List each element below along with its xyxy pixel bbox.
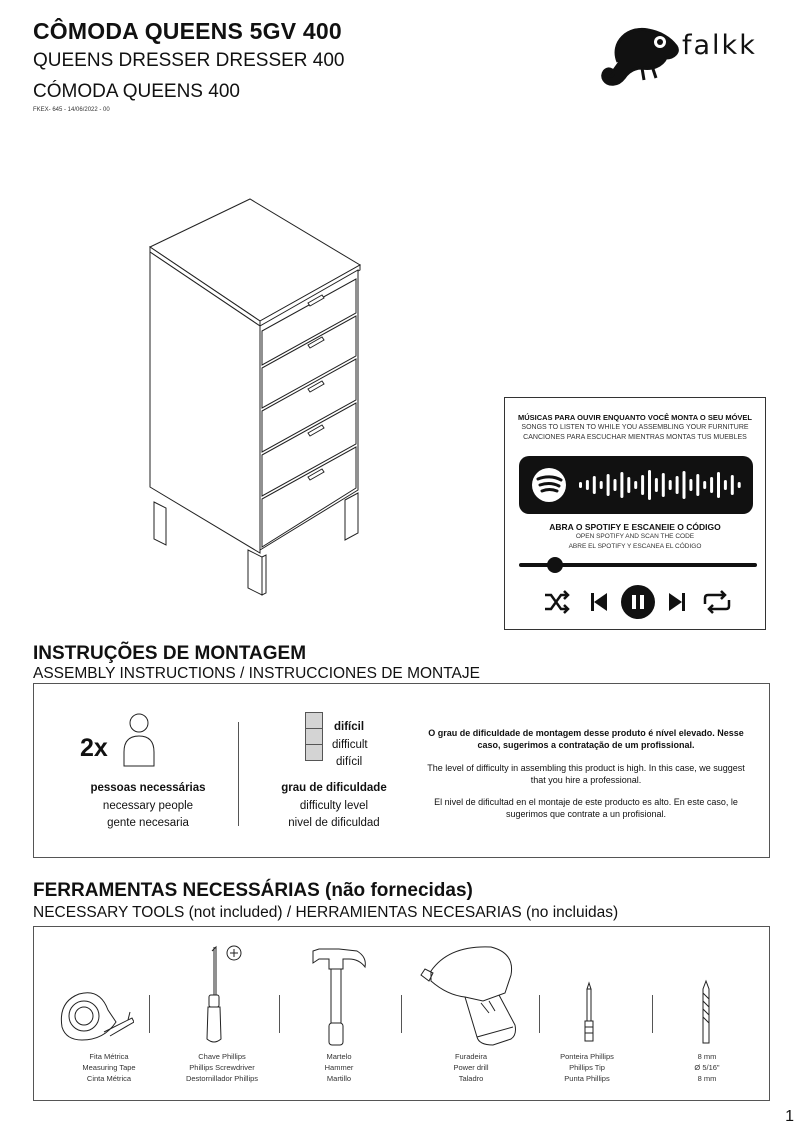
difficulty-label-es: nivel de dificuldad (288, 817, 380, 829)
tool-divider (539, 995, 540, 1033)
person-icon (122, 712, 156, 768)
tool-label-pt: Ponteira Phillips (560, 1052, 614, 1061)
difficulty-note-en: The level of difficulty in assembling this product is high. In this case, we suggest that you hire a professional. (427, 763, 745, 785)
assembly-subtitle: ASSEMBLY INSTRUCTIONS / INSTRUCCIONES DE MONTAJE (33, 665, 480, 682)
difficulty-label-en: difficulty level (299, 800, 369, 812)
spotify-code-bar (710, 477, 713, 493)
spotify-code-bar (634, 481, 637, 489)
difficulty-label-pt: grau de dificuldade (281, 782, 387, 794)
people-label-en: necessary people (102, 800, 194, 812)
document-reference: FKEX- 645 - 14/06/2022 - 00 (33, 107, 110, 113)
music-heading-pt: MÚSICAS PARA OUVIR ENQUANTO VOCÊ MONTA O SEU MÓVEL (517, 413, 753, 422)
dresser-illustration (140, 195, 370, 600)
spotify-code-bar (724, 480, 727, 490)
people-label-es: gente necesaria (107, 817, 189, 829)
difficulty-meter (305, 712, 323, 761)
spotify-code-bar (614, 479, 617, 491)
drill-bit-icon (696, 979, 716, 1047)
spotify-cta-en: OPEN SPOTIFY AND SCAN THE CODE (575, 533, 695, 540)
tool-label-en: Phillips Tip (569, 1063, 605, 1072)
progress-knob[interactable] (547, 557, 563, 573)
spotify-cta-es: ABRE EL SPOTIFY Y ESCANEA EL CÓDIGO (568, 543, 702, 550)
player-controls (543, 584, 733, 620)
spotify-code-bar (627, 477, 630, 493)
spotify-code-bar (655, 478, 658, 492)
tool-divider (401, 995, 402, 1033)
difficulty-segment (305, 712, 323, 729)
assembly-title: INSTRUÇÕES DE MONTAGEM (33, 643, 307, 664)
spotify-code-bar (703, 481, 706, 489)
spotify-code-bar (662, 473, 665, 497)
tool-label-es: Taladro (458, 1074, 484, 1083)
spotify-box (504, 397, 766, 630)
spotify-code-bar (600, 481, 603, 489)
hammer-icon (309, 945, 369, 1049)
tool-label-es: Destornillador Phillips (185, 1074, 259, 1083)
tool-label-pt: Chave Phillips (198, 1052, 246, 1061)
shuffle-icon[interactable] (545, 591, 568, 613)
power-drill-icon (419, 941, 523, 1049)
measuring-tape-icon (54, 982, 134, 1047)
tool-divider (652, 995, 653, 1033)
people-label-pt: pessoas necessárias (90, 782, 206, 794)
tools-title: FERRAMENTAS NECESSÁRIAS (não fornecidas) (33, 880, 473, 901)
spotify-code-bar (648, 470, 651, 500)
spotify-code-bar (689, 479, 692, 491)
tool-label-es: 8 mm (697, 1074, 717, 1083)
spotify-code-bar (731, 475, 734, 495)
tool-label-en: Ø 5/16" (694, 1063, 720, 1072)
difficulty-level-pt: difícil (334, 721, 365, 733)
spotify-code-bar (593, 476, 596, 494)
divider (238, 722, 239, 826)
brand-name: falkk (682, 30, 757, 61)
tool-label-pt: Fita Métrica (89, 1052, 129, 1061)
spotify-code-bar (683, 471, 686, 499)
spotify-code-bars (519, 456, 753, 514)
spotify-code-bar (738, 482, 741, 488)
music-heading-en: SONGS TO LISTEN TO WHILE YOU ASSEMBLING YOUR FURNITURE (521, 424, 749, 431)
pause-button[interactable] (621, 585, 655, 619)
tool-label-pt: Martelo (326, 1052, 352, 1061)
tools-subtitle: NECESSARY TOOLS (not included) / HERRAMIENTAS NECESARIAS (no incluidas) (33, 904, 619, 921)
tool-label-es: Martillo (326, 1074, 352, 1083)
tool-label-pt: Furadeira (454, 1052, 488, 1061)
phillips-bit-icon (579, 981, 599, 1045)
spotify-code-bar (696, 474, 699, 496)
tool-label-en: Power drill (453, 1063, 489, 1072)
difficulty-level-en: difficult (332, 739, 368, 751)
title-en: QUEENS DRESSER DRESSER 400 (33, 50, 345, 71)
difficulty-note-pt: O grau de dificuldade de montagem desse produto é nível elevado. Nesse caso, sugerimos a contratação de um profissional. (428, 728, 744, 750)
spotify-code-bar (607, 474, 610, 496)
next-icon[interactable] (669, 593, 685, 611)
tool-divider (149, 995, 150, 1033)
tool-label-es: Punta Phillips (564, 1074, 610, 1083)
music-heading-es: CANCIONES PARA ESCUCHAR MIENTRAS MONTAS TUS MUEBLES (523, 434, 747, 441)
difficulty-segment (305, 744, 323, 761)
people-count: 2x (80, 734, 108, 762)
difficulty-level-es: difícil (336, 756, 363, 768)
title-es: CÓMODA QUEENS 400 (33, 81, 240, 102)
spotify-code-bar (676, 476, 679, 494)
assembly-box (33, 683, 770, 858)
repeat-icon[interactable] (705, 591, 729, 613)
tool-label-en: Hammer (324, 1063, 354, 1072)
previous-icon[interactable] (591, 593, 607, 611)
tools-box (33, 926, 770, 1101)
spotify-code-bar (579, 482, 582, 488)
spotify-code[interactable] (519, 456, 753, 514)
spotify-code-bar (586, 480, 589, 490)
spotify-code-bar (669, 480, 672, 490)
tool-label-pt: 8 mm (697, 1052, 717, 1061)
tool-label-es: Cinta Métrica (86, 1074, 132, 1083)
chameleon-logo-icon (598, 22, 682, 94)
screwdriver-icon (204, 943, 254, 1047)
spotify-code-bar (620, 472, 623, 498)
spotify-cta-pt: ABRA O SPOTIFY E ESCANEIE O CÓDIGO (549, 522, 721, 532)
tool-divider (279, 995, 280, 1033)
title-pt: CÔMODA QUEENS 5GV 400 (33, 18, 342, 44)
spotify-code-bar (641, 475, 644, 495)
page-number: 1 (785, 1108, 794, 1125)
spotify-code-bar (717, 472, 720, 498)
tool-label-en: Phillips Screwdriver (189, 1063, 255, 1072)
difficulty-segment (305, 728, 323, 745)
difficulty-note-es: El nivel de dificultad en el montaje de este producto es alto. En este caso, le sugerimos que contrate a un profisional. (434, 797, 738, 819)
tool-label-en: Measuring Tape (82, 1063, 136, 1072)
